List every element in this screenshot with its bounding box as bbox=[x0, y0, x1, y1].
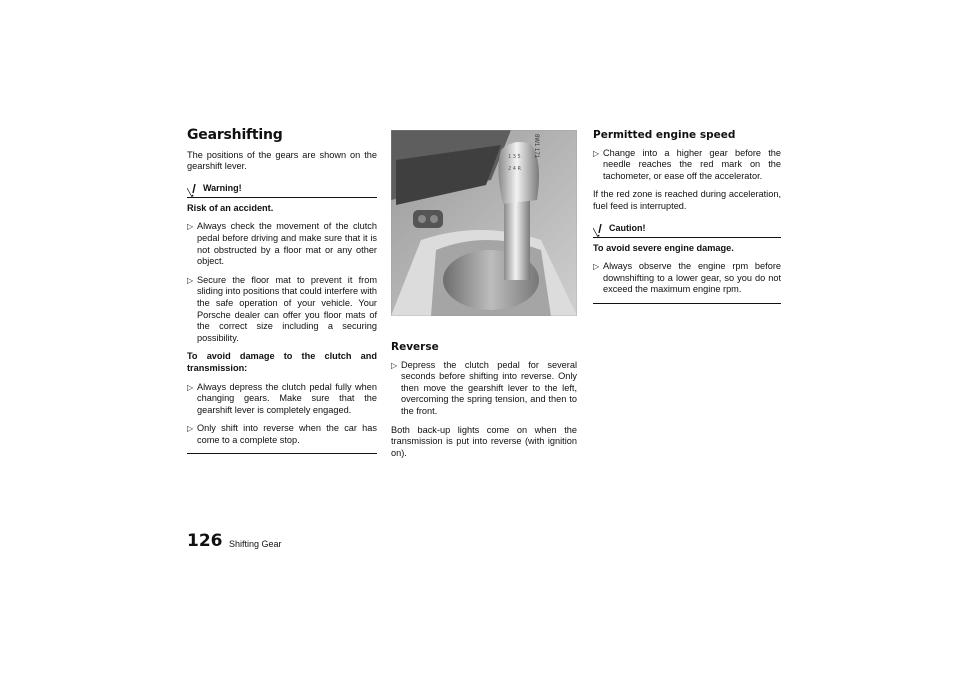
image-reference: 8W1 171 bbox=[533, 134, 539, 159]
section-end-rule bbox=[593, 303, 781, 304]
caution-label: Caution! bbox=[609, 222, 646, 233]
list-item: ▷ Always observe the engine rpm before downshifting to a lower gear, so you do not exceed the maximum engine rpm. bbox=[593, 261, 781, 295]
section-title-engine-speed: Permitted engine speed bbox=[593, 129, 736, 141]
triangle-right-icon: ▷ bbox=[187, 275, 194, 285]
caution-header bbox=[593, 221, 781, 238]
triangle-right-icon: ▷ bbox=[593, 262, 600, 272]
column-engine-speed bbox=[593, 130, 781, 304]
column-reverse bbox=[391, 342, 577, 467]
triangle-right-icon: ▷ bbox=[187, 222, 194, 232]
gearshift-lever-photo bbox=[391, 130, 577, 316]
list-item: ▷ Always check the movement of the clutch pedal before driving and make sure that it is not obstructed by a floor mat or any other object. bbox=[187, 221, 377, 267]
warning-heading: Risk of an accident. bbox=[187, 202, 274, 213]
list-item: ▷ Depress the clutch pedal for several seconds before shifting into reverse. Only then move the gearshift lever to the left, overcoming the spring tension, and then to the front. bbox=[391, 359, 577, 416]
triangle-right-icon: ▷ bbox=[187, 382, 194, 392]
list-item: ▷ Change into a higher gear before the needle reaches the red mark on the tachometer, or ease off the accelerator. bbox=[593, 147, 781, 181]
clutch-list bbox=[187, 382, 377, 447]
clutch-heading: To avoid damage to the clutch and transmission: bbox=[187, 351, 377, 373]
section-title-gearshifting: Gearshifting bbox=[187, 127, 283, 143]
warning-exclamation-icon bbox=[593, 223, 605, 237]
triangle-right-icon: ▷ bbox=[391, 360, 398, 370]
triangle-right-icon: ▷ bbox=[187, 424, 194, 434]
list-item: ▷ Only shift into reverse when the car has come to a complete stop. bbox=[187, 423, 377, 445]
engine-speed-list bbox=[593, 148, 781, 183]
svg-text:1 3 5: 1 3 5 bbox=[508, 154, 521, 160]
section-end-rule bbox=[187, 453, 377, 454]
caution-list bbox=[593, 261, 781, 296]
reverse-list bbox=[391, 360, 577, 418]
engine-speed-note: If the red zone is reached during acceleration, fuel feed is interrupted. bbox=[593, 189, 781, 211]
section-title-reverse: Reverse bbox=[391, 341, 439, 353]
list-item: ▷ Always depress the clutch pedal fully when changing gears. Make sure that the gearshift lever is completely engaged. bbox=[187, 381, 377, 415]
column-gearshifting bbox=[187, 127, 377, 454]
page-number: 126 bbox=[187, 531, 223, 551]
warning-label: Warning! bbox=[203, 183, 242, 194]
triangle-right-icon: ▷ bbox=[593, 148, 600, 158]
warning-exclamation-icon bbox=[187, 183, 199, 197]
gearshifting-intro: The positions of the gears are shown on the gearshift lever. bbox=[187, 149, 377, 172]
list-item: ▷ Secure the floor mat to prevent it from sliding into positions that could interfere with the safe operation of your vehicle. Your Porsche dealer can offer you floor mats of the correct size including a securing possibility. bbox=[187, 274, 377, 343]
svg-text:2 4 R: 2 4 R bbox=[508, 166, 522, 172]
warning-list bbox=[187, 221, 377, 344]
section-name: Shifting Gear bbox=[229, 539, 282, 549]
caution-heading: To avoid severe engine damage. bbox=[593, 242, 734, 253]
reverse-note: Both back-up lights come on when the transmission is put into reverse (with ignition on). bbox=[391, 424, 577, 458]
warning-header bbox=[187, 181, 377, 198]
